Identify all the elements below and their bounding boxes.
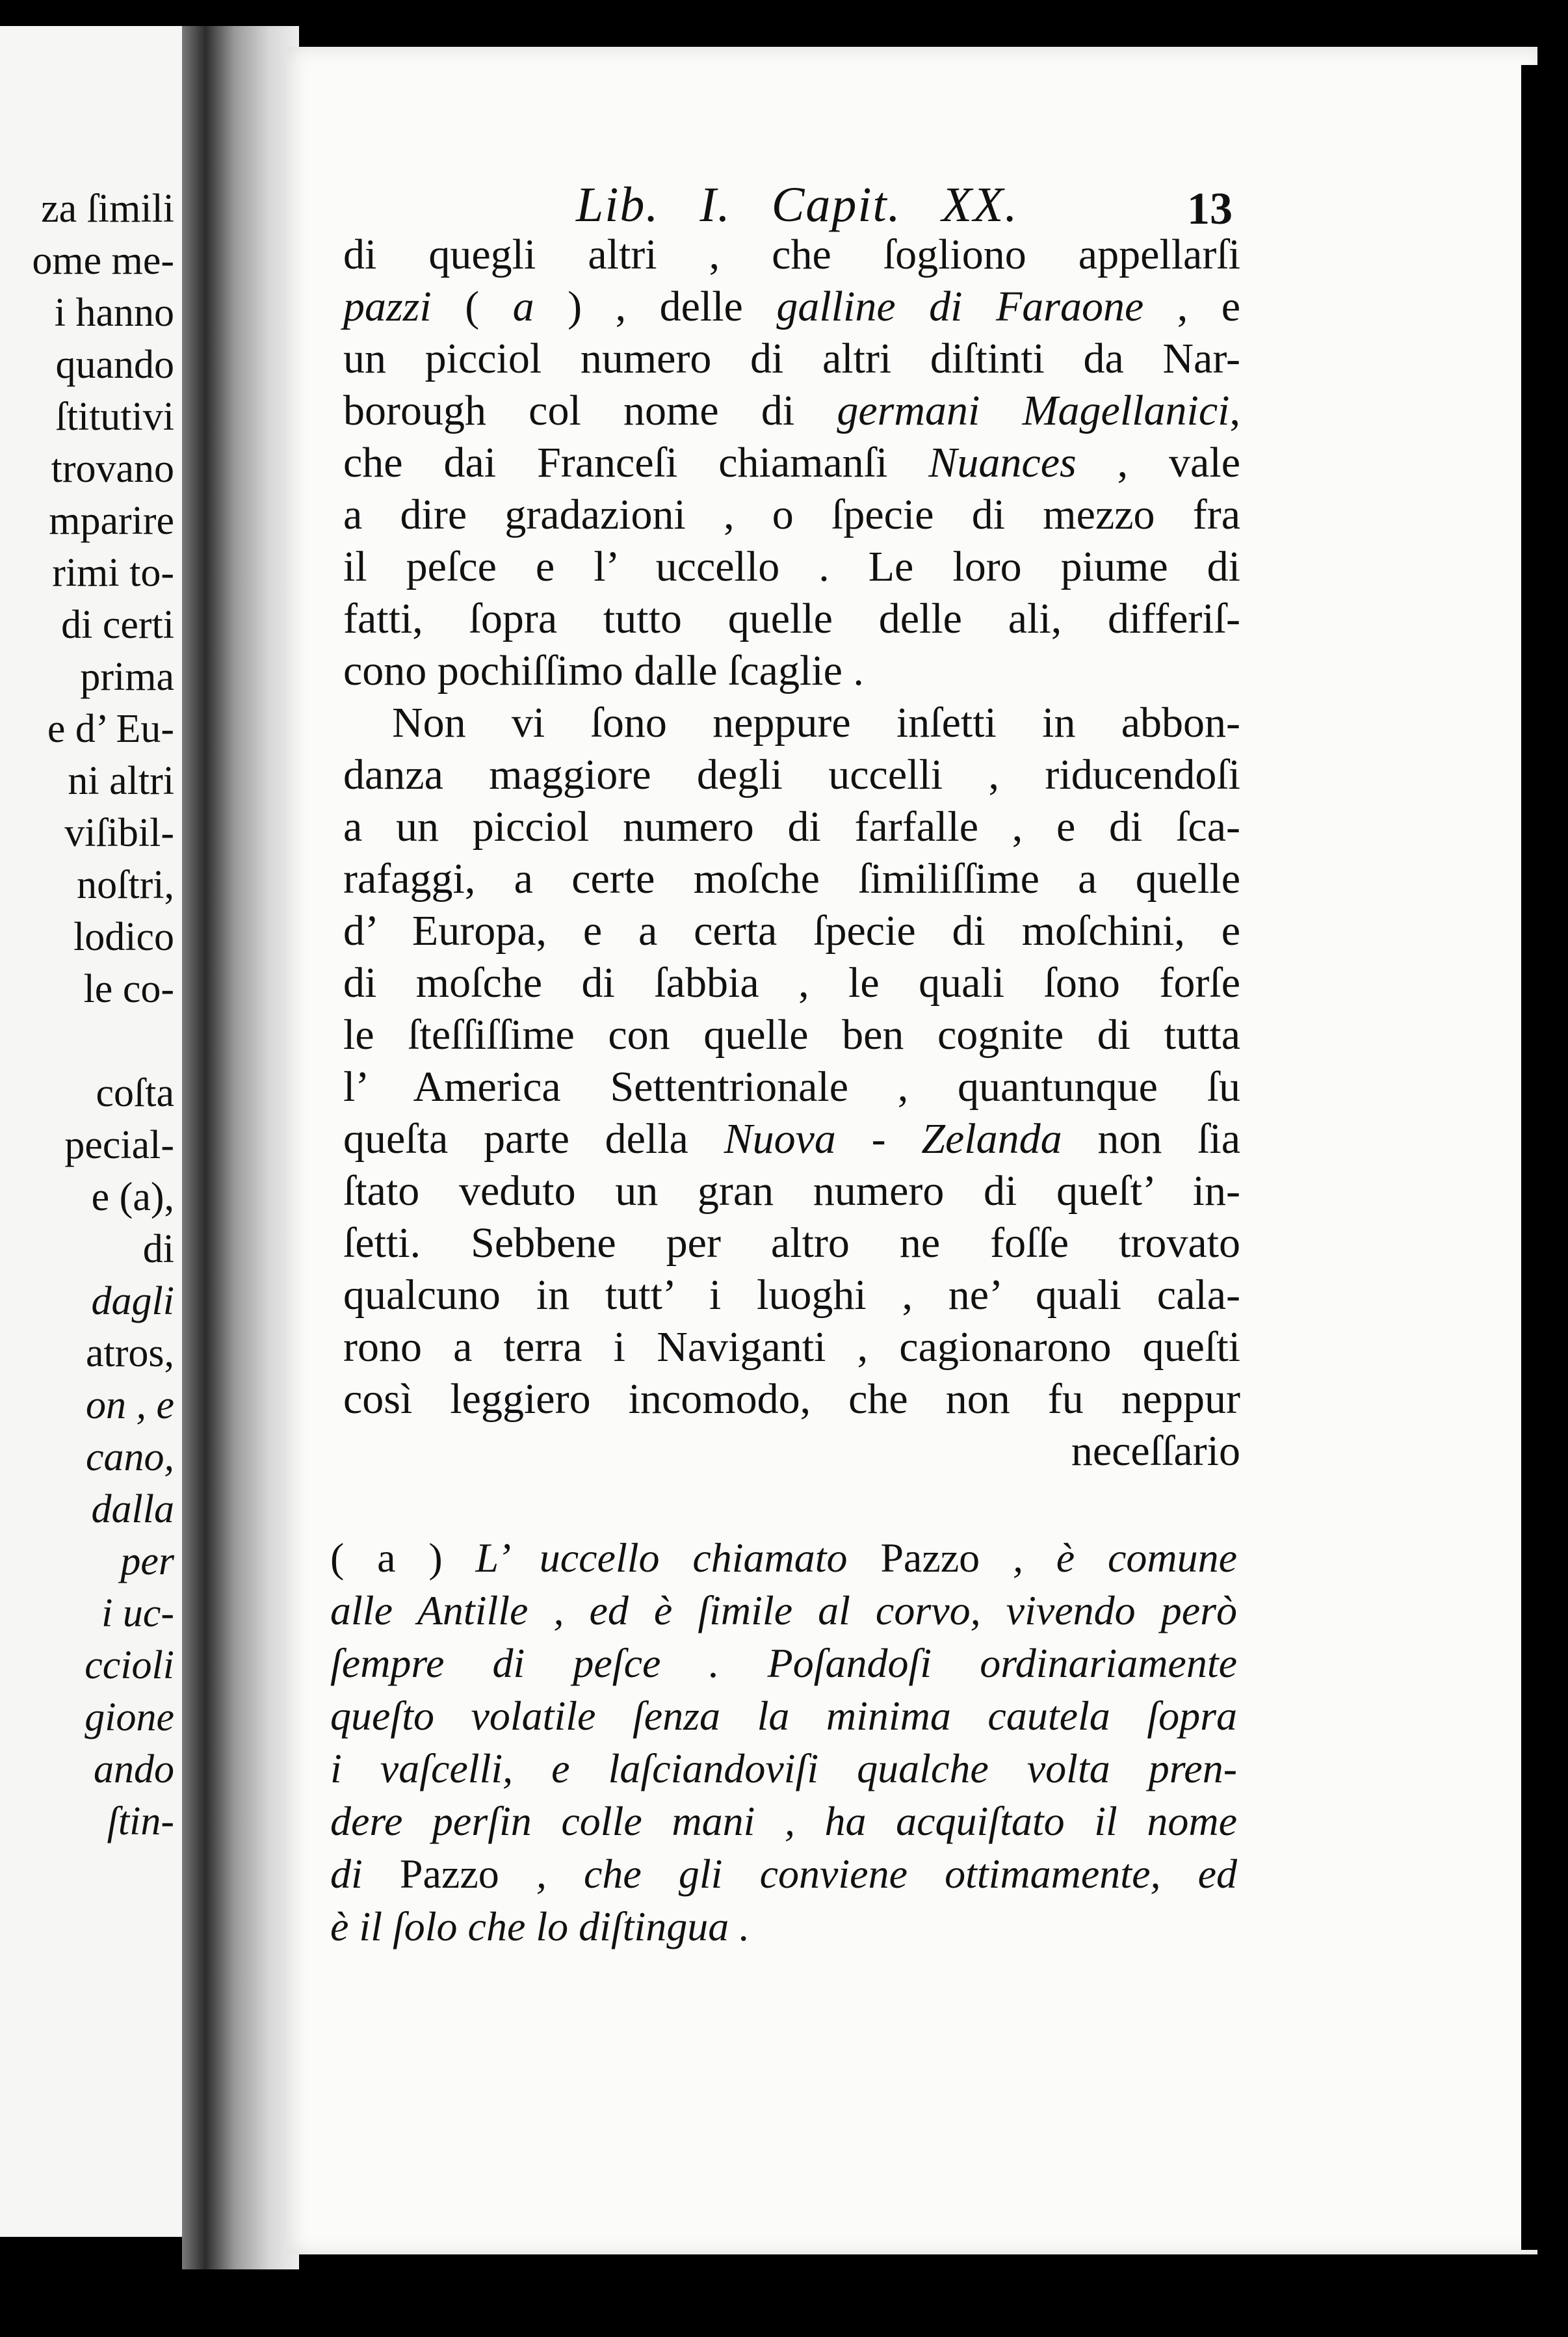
footnote-line: i vaſcelli, e laſciandoviſi qualche volta pren- [330,1745,1237,1791]
left-page-line: ni altri [68,759,174,803]
footnote-line: ſempre di peſce . Poſandoſi ordinariamente [330,1640,1237,1686]
left-page-line: viſibil- [64,811,174,855]
text-line: ſetti. Sebbene per altro ne foſſe trovato [343,1219,1240,1267]
left-page-line: quando [55,343,174,387]
text-line: che dai Franceſi chiamanſi Nuances , vale [343,439,1240,486]
left-page-line: pecial- [64,1123,174,1167]
left-page-line: e (a), [91,1175,174,1219]
running-header [576,177,1058,233]
left-page-line: noſtri, [77,863,174,907]
text-line: rafaggi, a certe moſche ſimiliſſime a quelle [343,855,1240,903]
left-page-line: coſta [96,1071,174,1115]
text-line: Non vi ſono neppure inſetti in abbon- [392,699,1240,746]
left-page-line: gione [85,1695,174,1739]
footnote-line: di Pazzo , che gli conviene ottimamente, ed [330,1851,1238,1897]
footnote-line: è il ſolo che lo diſtingua . [330,1903,750,1949]
left-page-line: di [142,1227,174,1271]
left-page-line: ccioli [85,1643,174,1687]
left-page-line: za ſimili [41,187,174,231]
text-line: cono pochiſſimo dalle ſcaglie . [343,647,864,694]
text-line: borough col nome di germani Magellanici, [343,387,1240,434]
text-line: queſta parte della Nuova - Zelanda non ſia [343,1115,1240,1163]
left-page-line: rimi to- [52,551,174,595]
left-page-line: ome me- [32,239,174,283]
text-line: a dire gradazioni , o ſpecie di mezzo fra [343,491,1240,538]
left-page-line: di certi [61,603,174,647]
text-line: di quegli altri , che ſogliono appellarſi [343,231,1240,278]
left-page-line: lodico [73,915,174,959]
page-edge [1521,65,1568,2250]
text-line: ſtato veduto un gran numero di queſt’ in- [343,1167,1240,1215]
left-page-line: mparire [49,499,174,543]
footnote-line: queſto volatile ſenza la minima cautela ſopra [330,1693,1237,1739]
text-line: fatti, ſopra tutto quelle delle ali, differiſ- [343,595,1240,642]
running-title-chapter: Capit. [771,178,902,232]
left-page-line: i hanno [54,291,174,335]
left-page-line: prima [80,655,174,699]
text-line: il peſce e l’ uccello . Le loro piume di [343,543,1240,590]
text-line: le ſteſſiſſime con quelle ben cognite di tutta [343,1011,1240,1059]
footnote-line: dere perſin colle mani , ha acquiſtato il nome [330,1798,1237,1844]
left-page-line: le co- [83,967,174,1011]
page-number: 13 [1187,184,1233,234]
footnote-line: alle Antille , ed è ſimile al corvo, vivendo però [330,1587,1237,1633]
left-page-line: per [120,1539,174,1583]
left-page-line: i uc- [101,1591,174,1635]
text-line: l’ America Settentrionale , quantunque ſu [343,1063,1240,1111]
running-title-book: Lib. [576,178,660,232]
text-line: a un picciol numero di farfalle , e di ſca- [343,803,1240,851]
left-page-line: dalla [91,1487,174,1531]
catchword: neceſſario [1071,1427,1240,1475]
left-page-line: ando [94,1747,174,1791]
text-line: rono a terra i Naviganti , cagionarono queſti [343,1323,1240,1371]
text-line: pazzi ( a ) , delle galline di Faraone , e [343,283,1241,330]
left-page-line: dagli [91,1279,174,1323]
left-page-line: ſtin- [107,1799,174,1843]
book-gutter [182,26,299,2269]
text-line: qualcuno in tutt’ i luoghi , ne’ quali cala- [343,1271,1240,1319]
text-line: un picciol numero di altri diſtinti da Nar- [343,335,1240,382]
text-line: di moſche di ſabbia , le quali ſono forſe [343,959,1240,1007]
left-page-line: cano, [85,1435,174,1479]
running-title-book-number: I. [699,178,731,232]
text-line: così leggiero incomodo, che non fu neppur [343,1375,1240,1423]
running-title-chapter-number: XX. [941,178,1019,232]
left-page-line: trovano [51,447,174,491]
left-page-line: atros, [85,1331,174,1375]
left-page-line: on , e [85,1383,174,1427]
text-line: d’ Europa, e a certa ſpecie di moſchini, e [343,907,1240,955]
left-page-line: ſtitutivi [55,395,174,439]
main-text [343,229,1240,1477]
footnote [330,1531,1237,1953]
left-page-line: e d’ Eu- [47,707,174,751]
footnote-line: ( a ) L’ uccello chiamato Pazzo , è comune [330,1535,1237,1581]
text-line: danza maggiore degli uccelli , riducendoſi [343,751,1240,799]
